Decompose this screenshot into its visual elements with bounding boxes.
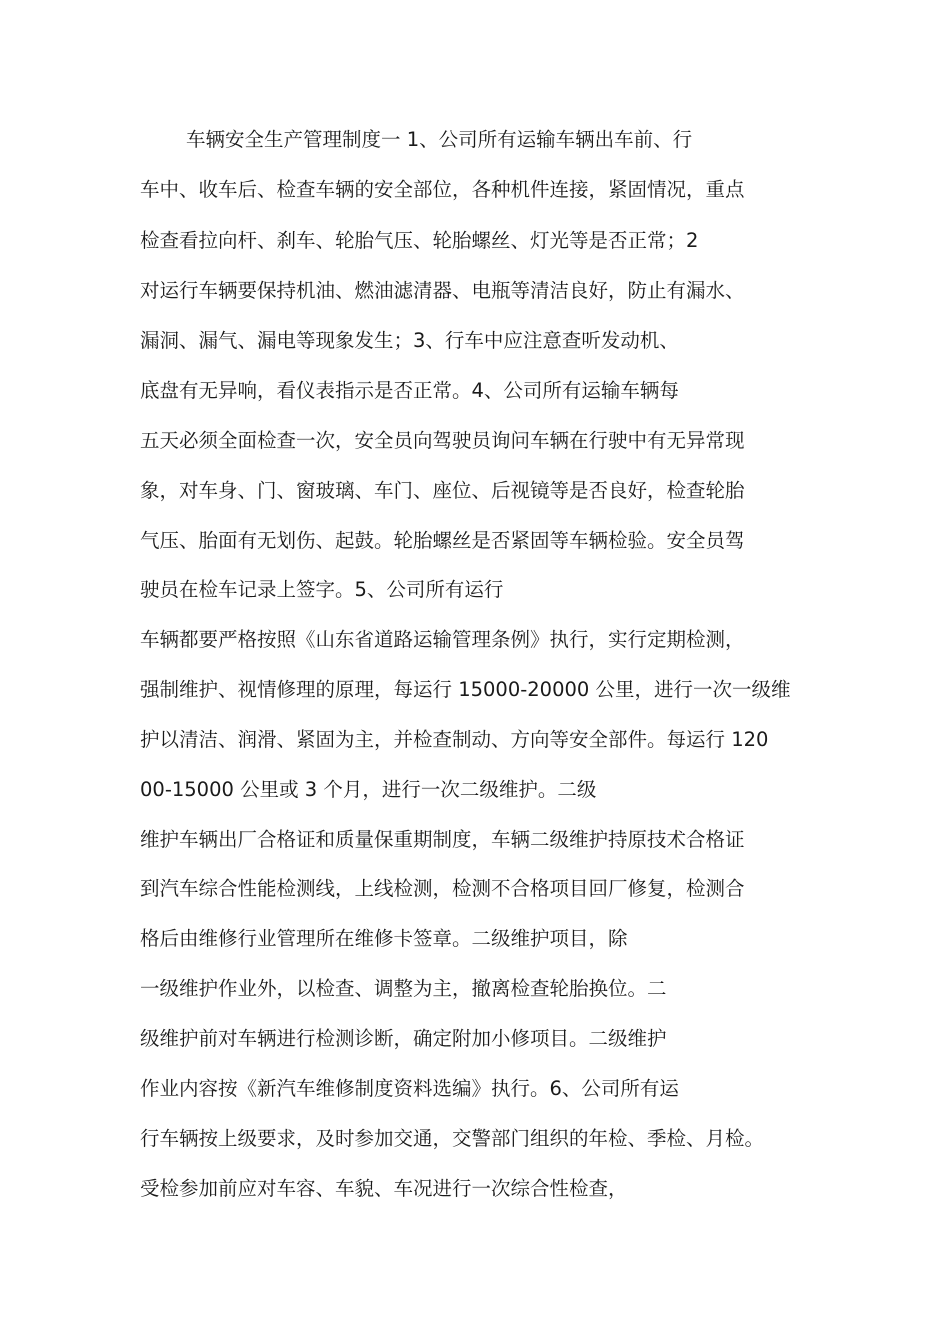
text-line: 作业内容按《新汽车维修制度资料选编》执行。6、公司所有运 (140, 1077, 679, 1100)
text-line: 00-15000 公里或 3 个月，进行一次二级维护。二级 (140, 778, 597, 801)
text-line: 强制维护、视情修理的原理，每运行 15000-20000 公里，进行一次一级维 (140, 678, 791, 701)
text-line: 驶员在检车记录上签字。5、公司所有运行 (140, 578, 504, 601)
text-line: 象，对车身、门、窗玻璃、车门、座位、后视镜等是否良好，检查轮胎 (140, 479, 745, 502)
text-line: 维护车辆出厂合格证和质量保重期制度，车辆二级维护持原技术合格证 (140, 828, 745, 851)
text-line: 到汽车综合性能检测线，上线检测，检测不合格项目回厂修复，检测合 (140, 877, 745, 900)
text-line: 检查看拉向杆、刹车、轮胎气压、轮胎螺丝、灯光等是否正常；2 (140, 229, 699, 252)
text-line: 护以清洁、润滑、紧固为主，并检查制动、方向等安全部件。每运行 120 (140, 728, 769, 751)
text-line: 对运行车辆要保持机油、燃油滤清器、电瓶等清洁良好，防止有漏水、 (140, 279, 745, 302)
text-line: 车辆安全生产管理制度一 1、公司所有运输车辆出车前、行 (186, 128, 693, 151)
text-line: 受检参加前应对车容、车貌、车况进行一次综合性检查， (140, 1177, 628, 1200)
text-line: 级维护前对车辆进行检测诊断，确定附加小修项目。二级维护 (140, 1027, 667, 1050)
text-line: 车中、收车后、检查车辆的安全部位，各种机件连接，紧固情况，重点 (140, 178, 745, 201)
text-line: 底盘有无异响，看仪表指示是否正常。4、公司所有运输车辆每 (140, 379, 679, 402)
text-line: 行车辆按上级要求，及时参加交通，交警部门组织的年检、季检、月检。 (140, 1127, 765, 1150)
text-line: 格后由维修行业管理所在维修卡签章。二级维护项目，除 (140, 927, 628, 950)
text-line: 五天必须全面检查一次，安全员向驾驶员询问车辆在行驶中有无异常现 (140, 429, 745, 452)
text-line: 漏洞、漏气、漏电等现象发生；3、行车中应注意查听发动机、 (140, 329, 679, 352)
text-line: 车辆都要严格按照《山东省道路运输管理条例》执行，实行定期检测， (140, 628, 745, 651)
text-line: 气压、胎面有无划伤、起鼓。轮胎螺丝是否紧固等车辆检验。安全员驾 (140, 529, 745, 552)
text-line: 一级维护作业外，以检查、调整为主，撤离检查轮胎换位。二 (140, 977, 667, 1000)
